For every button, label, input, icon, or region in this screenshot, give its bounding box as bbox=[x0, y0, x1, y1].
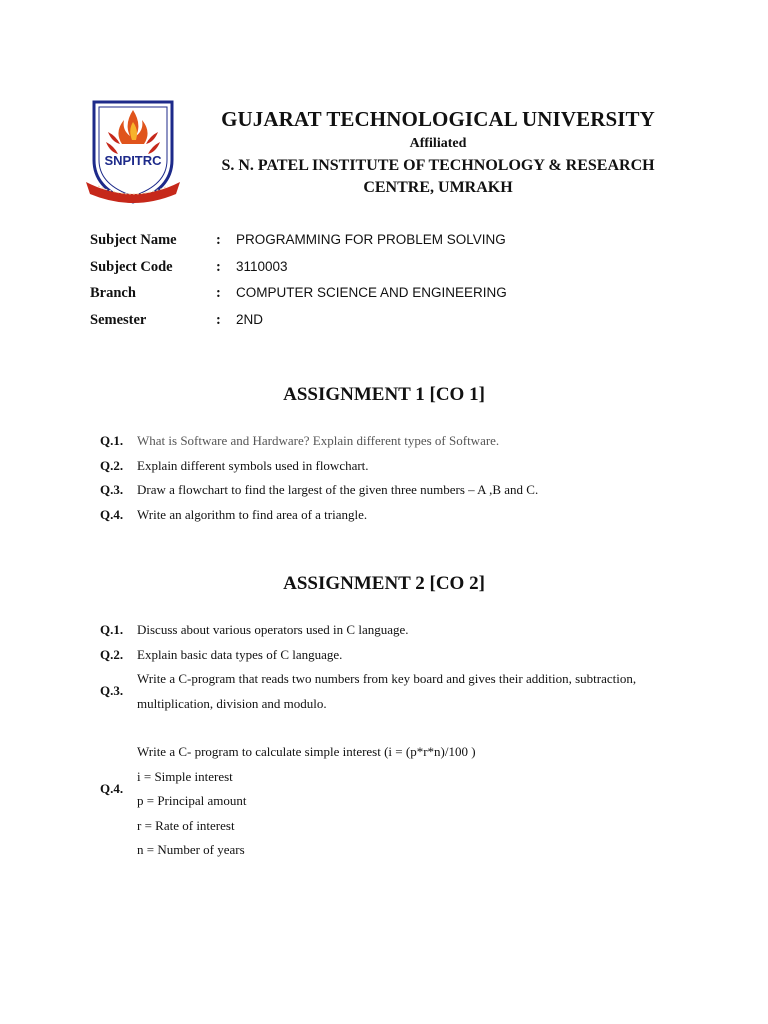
question-text-line: Write a C-program that reads two numbers from key board and gives their addition, subtraction, bbox=[137, 671, 637, 686]
question-item bbox=[100, 503, 700, 528]
affiliated-label: Affiliated bbox=[409, 136, 467, 151]
colon: : bbox=[216, 258, 221, 275]
assignment-1-title: ASSIGNMENT 1 [CO 1] bbox=[283, 384, 485, 405]
question-number: Q.3. bbox=[100, 683, 124, 698]
question-text: Explain basic data types of C language. bbox=[137, 646, 343, 662]
subject-code-row bbox=[90, 259, 690, 286]
question-number: Q.3. bbox=[100, 482, 124, 497]
question-text-line: r = Rate of interest bbox=[137, 817, 235, 833]
colon: : bbox=[216, 232, 221, 248]
question-text-line: i = Simple interest bbox=[137, 768, 233, 784]
question-number: Q.4. bbox=[100, 506, 124, 522]
question-item bbox=[100, 454, 700, 479]
question-number: Q.2. bbox=[100, 646, 124, 662]
subject-name-label: Subject Name bbox=[90, 232, 177, 248]
assignment-2-questions bbox=[100, 618, 700, 863]
subject-name-row bbox=[90, 232, 690, 259]
question-number: Q.1. bbox=[100, 622, 124, 637]
question-item bbox=[100, 740, 700, 863]
question-text: Write an algorithm to find area of a triangle. bbox=[137, 506, 368, 522]
question-number: Q.4. bbox=[100, 781, 124, 796]
question-number: Q.1. bbox=[100, 433, 124, 448]
question-number: Q.2. bbox=[100, 457, 124, 473]
question-item bbox=[100, 478, 700, 503]
subject-name-value: PROGRAMMING FOR PROBLEM SOLVING bbox=[236, 232, 506, 247]
institute-logo bbox=[84, 98, 182, 206]
question-text-line: p = Principal amount bbox=[137, 793, 247, 808]
university-name: GUJARAT TECHNOLOGICAL UNIVERSITY bbox=[221, 107, 655, 131]
question-text: Discuss about various operators used in C language. bbox=[137, 622, 409, 637]
semester-value: 2ND bbox=[236, 311, 264, 327]
question-item bbox=[100, 667, 700, 716]
subject-code-label: Subject Code bbox=[90, 258, 173, 275]
assignment-2-title: ASSIGNMENT 2 [CO 2] bbox=[283, 573, 485, 594]
semester-row bbox=[90, 312, 690, 339]
question-item bbox=[100, 643, 700, 668]
subject-info bbox=[90, 232, 690, 338]
question-text: Explain different symbols used in flowchart. bbox=[137, 457, 369, 473]
question-text bbox=[137, 740, 700, 863]
question-text-line: multiplication, division and modulo. bbox=[137, 695, 327, 711]
logo-text: SNPITRC bbox=[104, 153, 162, 168]
branch-value: COMPUTER SCIENCE AND ENGINEERING bbox=[236, 285, 507, 300]
branch-row bbox=[90, 285, 690, 312]
colon: : bbox=[216, 285, 221, 301]
question-text-line: n = Number of years bbox=[137, 842, 245, 857]
colon: : bbox=[216, 311, 221, 328]
question-text: What is Software and Hardware? Explain different types of Software. bbox=[137, 433, 500, 448]
question-text bbox=[137, 667, 700, 716]
question-item bbox=[100, 618, 700, 643]
question-text: Draw a flowchart to find the largest of the given three numbers – A ,B and C. bbox=[137, 482, 539, 497]
assignment-1-questions bbox=[100, 429, 700, 527]
question-text-line: Write a C- program to calculate simple interest (i = (p*r*n)/100 ) bbox=[137, 744, 476, 759]
branch-label: Branch bbox=[90, 285, 136, 301]
institute-line-2: CENTRE, UMRAKH bbox=[363, 179, 513, 196]
institute-name bbox=[205, 155, 671, 199]
institute-line-1: S. N. PATEL INSTITUTE OF TECHNOLOGY & RESEARCH bbox=[221, 157, 655, 174]
subject-code-value: 3110003 bbox=[236, 258, 288, 274]
question-item bbox=[100, 429, 700, 454]
semester-label: Semester bbox=[90, 311, 147, 328]
